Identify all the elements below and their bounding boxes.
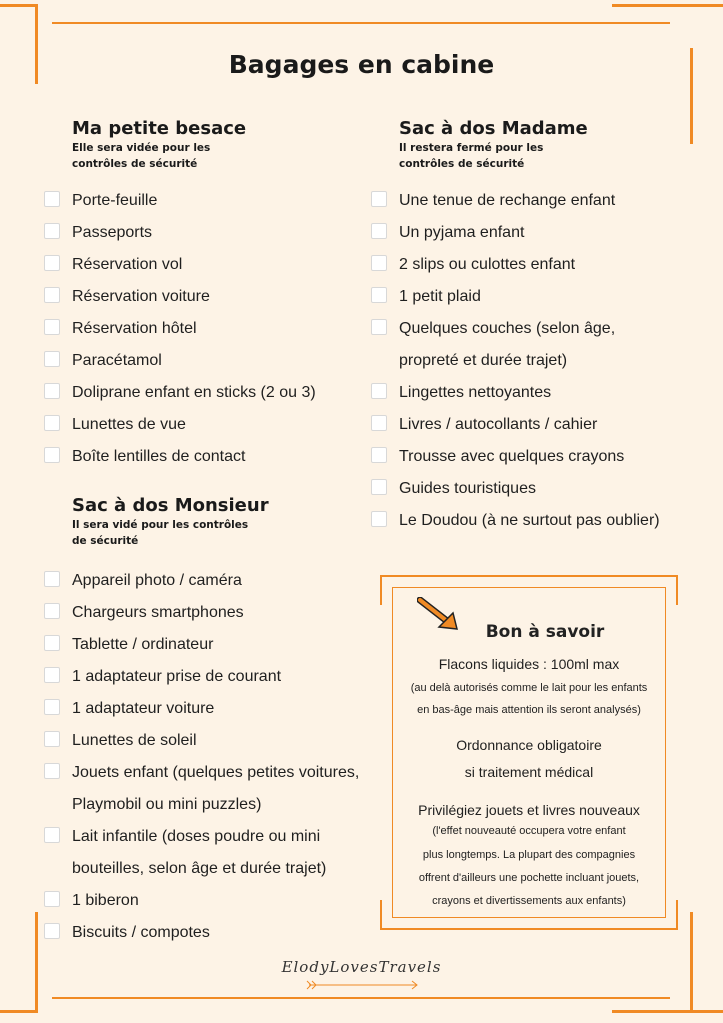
item-label: Passeports [72, 224, 153, 241]
checklist-besace [44, 185, 364, 473]
checklist-item[interactable] [371, 409, 691, 441]
frame-corner-tl-h [0, 4, 38, 7]
note-text: (au delà autorisés comme le lait pour les enfants [410, 682, 648, 694]
frame-top-line [52, 22, 670, 24]
section-title-besace: Ma petite besace [72, 118, 247, 139]
note-text: si traitement médical [464, 764, 594, 780]
checklist-item[interactable] [371, 185, 691, 217]
checkbox[interactable] [44, 603, 60, 619]
checklist-item[interactable] [44, 409, 364, 441]
checklist-item[interactable] [371, 249, 691, 281]
item-label: Appareil photo / caméra [72, 572, 242, 589]
checkbox[interactable] [44, 415, 60, 431]
item-label-line: Lait infantile (doses poudre ou mini [72, 828, 321, 845]
item-label: Une tenue de rechange enfant [399, 192, 616, 209]
checkbox[interactable] [44, 223, 60, 239]
item-label: Lunettes de vue [72, 416, 186, 433]
item-label: 1 petit plaid [399, 288, 481, 305]
checkbox[interactable] [44, 731, 60, 747]
checklist-item[interactable] [44, 885, 389, 917]
checklist-item[interactable] [371, 313, 691, 377]
checkbox[interactable] [371, 415, 387, 431]
item-label: Biscuits / compotes [72, 924, 210, 941]
page-title: Bagages en cabine [228, 50, 495, 79]
checklist-item[interactable] [44, 441, 364, 473]
checklist-item[interactable] [44, 629, 389, 661]
checkbox[interactable] [44, 255, 60, 271]
checklist-item[interactable] [44, 661, 389, 693]
note-text: Ordonnance obligatoire [456, 737, 602, 753]
item-label: Réservation hôtel [72, 320, 197, 337]
checkbox[interactable] [44, 923, 60, 939]
checkbox[interactable] [371, 479, 387, 495]
checklist-item[interactable] [371, 505, 691, 537]
item-label: 1 adaptateur voiture [72, 700, 215, 717]
checklist-item[interactable] [44, 313, 364, 345]
checklist-item[interactable] [44, 917, 389, 949]
checklist-item[interactable] [371, 281, 691, 313]
frame-corner-br-h [612, 1010, 723, 1013]
checklist-madame [371, 185, 691, 537]
note-corner-tl [380, 575, 678, 577]
item-label: Réservation vol [72, 256, 183, 273]
checklist-item[interactable] [371, 441, 691, 473]
note-bottom-line [380, 928, 678, 930]
checklist-item[interactable] [44, 693, 389, 725]
checklist-item[interactable] [371, 217, 691, 249]
checkbox[interactable] [371, 447, 387, 463]
item-label: Lingettes nettoyantes [399, 384, 552, 401]
item-label: Un pyjama enfant [399, 224, 525, 241]
checkbox[interactable] [371, 287, 387, 303]
note-text: Flacons liquides : 100ml max [438, 656, 620, 672]
note-text: offrent d'ailleurs une pochette incluant jouets, [418, 872, 640, 884]
item-label-line: Quelques couches (selon âge, [399, 320, 616, 337]
subtitle-line: de sécurité [72, 535, 139, 547]
note-text: plus longtemps. La plupart des compagnies [422, 849, 636, 861]
checkbox[interactable] [44, 891, 60, 907]
note-text: (l'effet nouveauté occupera votre enfant [432, 825, 626, 837]
section-subtitle-madame [399, 140, 619, 172]
checkbox[interactable] [371, 223, 387, 239]
item-label: Lunettes de soleil [72, 732, 197, 749]
brand-logo: ElodyLovesTravels [281, 958, 442, 976]
section-title-madame: Sac à dos Madame [399, 118, 588, 139]
frame-bottom-line [52, 997, 670, 999]
checklist-monsieur [44, 565, 389, 949]
item-label: Paracétamol [72, 352, 162, 369]
logo-arrow-icon [305, 980, 421, 990]
checkbox[interactable] [371, 255, 387, 271]
section-title-monsieur: Sac à dos Monsieur [72, 495, 269, 516]
subtitle-line: contrôles de sécurité [72, 158, 198, 170]
note-corner-r [676, 575, 678, 605]
checkbox[interactable] [44, 383, 60, 399]
section-subtitle-monsieur [72, 517, 292, 549]
item-label: Chargeurs smartphones [72, 604, 244, 621]
frame-corner-tr-h [612, 4, 723, 7]
item-label-line: Jouets enfant (quelques petites voitures, [72, 764, 360, 781]
item-label: Réservation voiture [72, 288, 210, 305]
checkbox[interactable] [44, 447, 60, 463]
item-label-line: bouteilles, selon âge et durée trajet) [72, 860, 327, 877]
item-label: 2 slips ou culottes enfant [399, 256, 576, 273]
checklist-item[interactable] [371, 377, 691, 409]
subtitle-line: Il sera vidé pour les contrôles [72, 519, 249, 531]
subtitle-line: contrôles de sécurité [399, 158, 525, 170]
item-label: Doliprane enfant en sticks (2 ou 3) [72, 384, 316, 401]
note-title: Bon à savoir [485, 622, 605, 642]
frame-corner-bl-h [0, 1010, 38, 1013]
checklist-item[interactable] [44, 597, 389, 629]
checklist-item[interactable] [44, 565, 389, 597]
note-text: en bas-âge mais attention ils seront analysés) [417, 704, 641, 716]
checkbox[interactable] [44, 351, 60, 367]
item-label: Guides touristiques [399, 480, 536, 497]
checkbox[interactable] [44, 635, 60, 651]
note-text: Privilégiez jouets et livres nouveaux [418, 802, 640, 818]
checkbox[interactable] [44, 699, 60, 715]
checkbox[interactable] [44, 287, 60, 303]
item-label: Porte-feuille [72, 192, 158, 209]
checkbox[interactable] [371, 191, 387, 207]
checkbox[interactable] [44, 571, 60, 587]
checklist-item[interactable] [44, 217, 364, 249]
note-corner-l [380, 575, 382, 605]
checkbox[interactable] [44, 763, 60, 779]
checkbox[interactable] [44, 191, 60, 207]
checklist-item[interactable] [44, 725, 389, 757]
item-label: Livres / autocollants / cahier [399, 416, 598, 433]
checklist-item[interactable] [44, 249, 364, 281]
checklist-item[interactable] [44, 185, 364, 217]
subtitle-line: Elle sera vidée pour les [72, 142, 211, 154]
item-label: 1 biberon [72, 892, 139, 909]
section-subtitle-besace [72, 140, 292, 172]
item-label: Boîte lentilles de contact [72, 448, 246, 465]
checklist-item[interactable] [44, 345, 364, 377]
checkbox[interactable] [44, 827, 60, 843]
checkbox[interactable] [371, 511, 387, 527]
checklist-item[interactable] [44, 281, 364, 313]
subtitle-line: Il restera fermé pour les [399, 142, 544, 154]
item-label-line: Playmobil ou mini puzzles) [72, 796, 262, 813]
checkbox[interactable] [371, 383, 387, 399]
item-label: Trousse avec quelques crayons [399, 448, 625, 465]
item-label-line: propreté et durée trajet) [399, 352, 568, 369]
note-text: crayons et divertissements aux enfants) [432, 895, 626, 907]
checklist-item[interactable] [44, 377, 364, 409]
item-label: 1 adaptateur prise de courant [72, 668, 282, 685]
checklist-item[interactable] [44, 757, 389, 821]
item-label: Le Doudou (à ne surtout pas oublier) [399, 512, 660, 529]
checkbox[interactable] [44, 319, 60, 335]
item-label: Tablette / ordinateur [72, 636, 214, 653]
checkbox[interactable] [371, 319, 387, 335]
checklist-item[interactable] [371, 473, 691, 505]
checklist-item[interactable] [44, 821, 389, 885]
checkbox[interactable] [44, 667, 60, 683]
